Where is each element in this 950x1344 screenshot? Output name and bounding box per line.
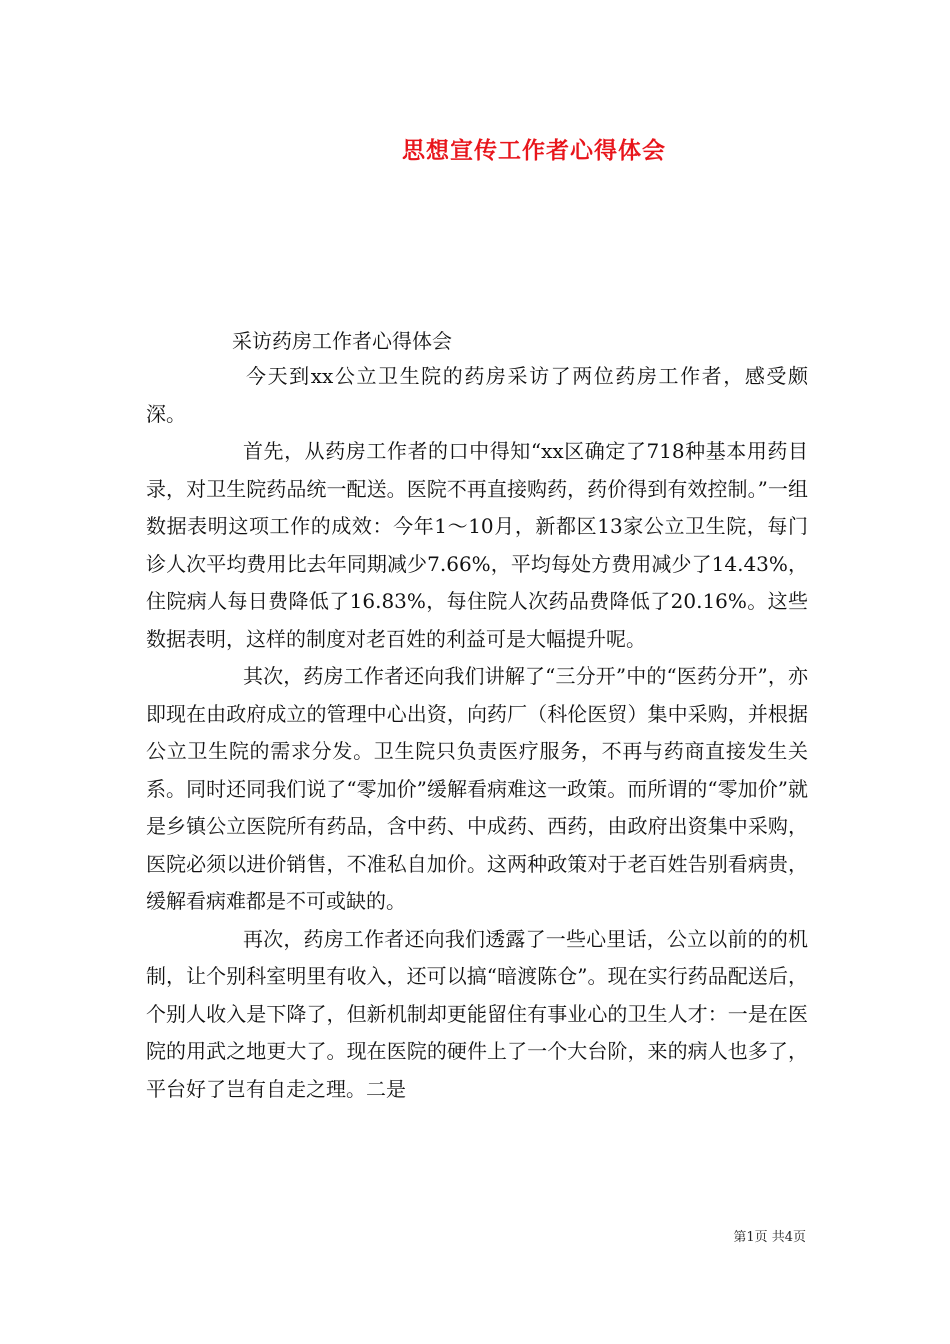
paragraph: 今天到xx公立卫生院的药房采访了两位药房工作者，感受颇深。 — [146, 364, 808, 426]
document-title: 思想宣传工作者心得体会 — [402, 137, 666, 164]
paragraph: 其次，药房工作者还向我们讲解了“三分开”中的“医药分开”，亦即现在由政府成立的管理中心出资，向药厂（科伦医贸）集中采购，并根据公立卫生院的需求分发。卫生院只负责医疗服务，不再与药商直接发生关系。同时还同我们说了“零加价”缓解看病难这一政策。而所谓的“零加价”就是乡镇公立医院所有药品，含中药、中成药、西药，由政府出资集中采购，医院必须以进价销售，不准私自加价。这两种政策对于老百姓告别看病贵，缓解看病难都是不可或缺的。 — [146, 664, 808, 913]
paragraph: 首先，从药房工作者的口中得知“xx区确定了718种基本用药目录，对卫生院药品统一配送。医院不再直接购药，药价得到有效控制。”一组数据表明这项工作的成效：今年1～10月，新都区13家公立卫生院，每门诊人次平均费用比去年同期减少7.66%，平均每处方费用减少了14.43%，住院病人每日费降低了16.83%，每住院人次药品费降低了20.16%。这些数据表明，这样的制度对老百姓的利益可是大幅提升呢。 — [146, 439, 808, 651]
document-body — [146, 358, 808, 1108]
page-number-footer: 第1页 共4页 — [733, 1230, 806, 1245]
document-subtitle: 采访药房工作者心得体会 — [232, 329, 452, 353]
paragraph: 再次，药房工作者还向我们透露了一些心里话，公立以前的的机制，让个别科室明里有收入，还可以搞“暗渡陈仓”。现在实行药品配送后，个别人收入是下降了，但新机制却更能留住有事业心的卫生人才：一是在医院的用武之地更大了。现在医院的硬件上了一个大台阶，来的病人也多了，平台好了岂有自走之理。二是 — [146, 926, 808, 1101]
